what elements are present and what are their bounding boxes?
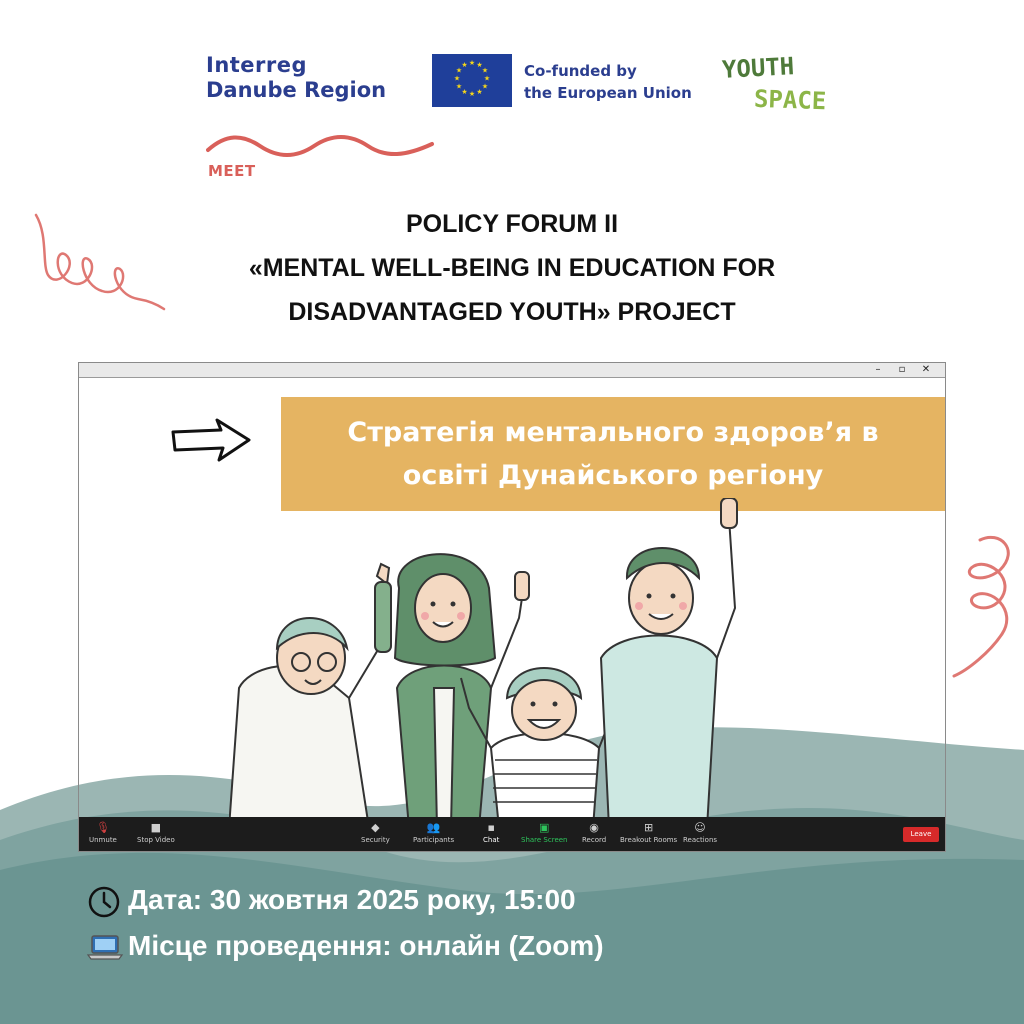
participants-icon: 👥 (426, 821, 441, 834)
minimize-button[interactable]: – (875, 364, 881, 375)
participants-button[interactable] (413, 821, 454, 849)
share-screen-label: Share Screen (521, 836, 568, 844)
svg-text:★: ★ (483, 74, 491, 83)
svg-text:★: ★ (461, 88, 468, 96)
eu-line-2: the European Union (524, 84, 692, 102)
presentation-banner (281, 397, 945, 511)
banner-line-1: Стратегія ментального здоров’я в (347, 417, 879, 448)
title-line-1: POLICY FORUM II (405, 210, 619, 238)
share-screen-button[interactable] (521, 821, 568, 849)
microphone-muted-icon: 🎙 (95, 821, 110, 834)
chat-bubble-icon: ▪ (487, 821, 495, 834)
happy-youth-illustration (229, 498, 809, 818)
meet-label: MEET (208, 162, 256, 180)
svg-text:★: ★ (453, 74, 461, 83)
chat-button[interactable] (483, 821, 499, 849)
event-date-line (86, 882, 576, 918)
svg-text:★: ★ (468, 59, 476, 67)
svg-text:★: ★ (455, 66, 463, 75)
zoom-window (78, 362, 946, 852)
reactions-button[interactable] (683, 821, 717, 849)
share-screen-icon: ▣ (539, 821, 550, 834)
record-button[interactable] (582, 821, 606, 849)
stop-video-button[interactable] (137, 821, 175, 849)
meet-wave-icon (206, 130, 436, 162)
participants-label: Participants (413, 836, 455, 844)
arrow-right-icon (169, 416, 253, 464)
breakout-rooms-button[interactable] (620, 821, 677, 849)
svg-text:★: ★ (455, 82, 463, 91)
banner-line-2: освіті Дунайського регіону (402, 460, 824, 491)
stop-video-label: Stop Video (137, 836, 175, 844)
unmute-button[interactable] (89, 821, 117, 849)
space-label: SPACE (753, 84, 827, 116)
clock-icon (86, 882, 124, 918)
chat-label: Chat (483, 836, 500, 844)
svg-text:★: ★ (476, 88, 483, 96)
laptop-icon (86, 928, 124, 964)
shield-icon: ◆ (371, 821, 380, 834)
eu-line-1: Co-funded by (524, 62, 637, 80)
zoom-video-area (79, 378, 945, 818)
smiley-icon: ☺ (694, 821, 706, 834)
person-arm-raised-illustration (601, 498, 737, 818)
breakout-rooms-label: Breakout Rooms (620, 836, 678, 844)
leave-button[interactable]: Leave (903, 827, 939, 842)
event-date-text: Дата: 30 жовтня 2025 року, 15:00 (128, 884, 576, 915)
youth-space-logo (720, 52, 840, 122)
window-titlebar (79, 363, 945, 378)
close-button[interactable]: ✕ (921, 364, 931, 375)
eu-cofunded-text (524, 60, 714, 104)
svg-text:★: ★ (468, 90, 476, 98)
zoom-toolbar (79, 817, 945, 851)
video-camera-icon: ■ (150, 821, 162, 834)
meet-logo (206, 130, 436, 182)
record-label: Record (582, 836, 607, 844)
svg-text:★: ★ (481, 66, 489, 75)
event-place-text: Місце проведення: онлайн (Zoom) (128, 930, 604, 961)
page-title (112, 202, 912, 334)
svg-text:★: ★ (461, 61, 468, 69)
security-button[interactable] (361, 821, 390, 849)
title-line-2: «MENTAL WELL-BEING IN EDUCATION FOR (248, 254, 776, 282)
breakout-rooms-icon: ⊞ (643, 821, 654, 834)
danube-region-label: Danube Region (206, 78, 387, 102)
record-icon: ◉ (589, 821, 599, 834)
person-glasses-illustration (229, 564, 391, 818)
svg-text:★: ★ (476, 61, 483, 69)
red-squiggle-decoration-right (950, 530, 1024, 680)
restore-button[interactable]: ▫ (898, 364, 906, 375)
interreg-logo (206, 55, 446, 101)
youth-label: YOUTH (721, 52, 795, 84)
interreg-label: Interreg (206, 53, 308, 77)
svg-text:★: ★ (481, 82, 489, 91)
reactions-label: Reactions (683, 836, 718, 844)
unmute-label: Unmute (89, 836, 117, 844)
event-place-line (86, 928, 604, 964)
security-label: Security (361, 836, 390, 844)
title-line-3: DISADVANTAGED YOUTH» PROJECT (288, 298, 736, 326)
eu-flag-icon (432, 54, 512, 107)
